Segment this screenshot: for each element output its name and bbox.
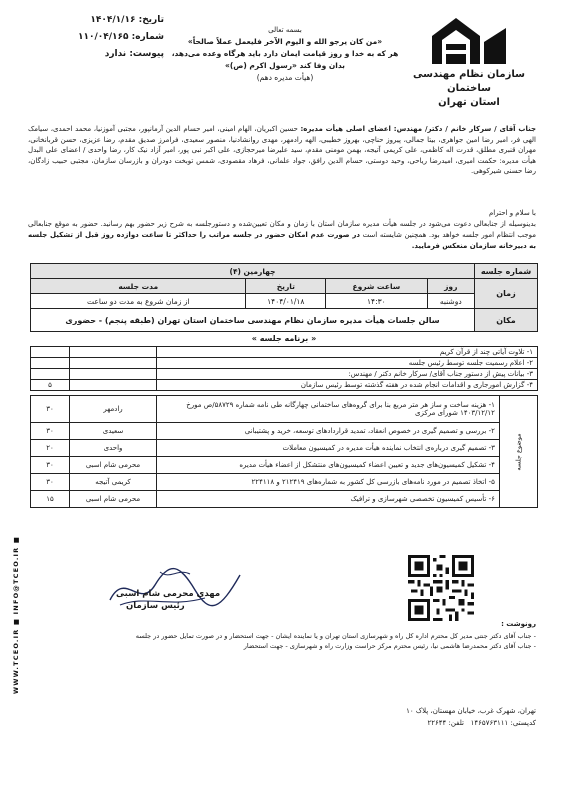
agenda-text: ۵- اتخاذ تصمیم در مورد نامه‌های بازرسی کل کشور به شماره‌های ۲۱۲۴۱۹ و ۲۲۴۱۱۸ bbox=[157, 474, 500, 491]
header-center bbox=[170, 24, 400, 84]
agenda-presenter: رادمهر bbox=[70, 396, 157, 423]
signatory-role: رئیس سازمان bbox=[126, 601, 185, 611]
board-term: (هیأت مدیره دهم) bbox=[256, 73, 314, 82]
agenda-presenter: سعیدی bbox=[70, 423, 157, 440]
bismillah: بسمه تعالی bbox=[268, 26, 302, 34]
agenda-text: ۶- تأسیس کمیسیون تخصصی شهرسازی و ترافیک bbox=[157, 491, 500, 508]
meeting-place-label: مکان bbox=[475, 309, 538, 332]
agenda-presenter: واحدی bbox=[70, 440, 157, 457]
agenda-text: ۳- تصمیم گیری درباره‌ی انتخاب نماینده هیأت مدیره در کمیسیون معاملات bbox=[157, 440, 500, 457]
date-value: ۱۴۰۴/۱/۱۶ bbox=[90, 15, 136, 25]
number-value: ۱۱۰/۰۴/۱۶۵ bbox=[77, 32, 129, 42]
attachment-value: ندارد bbox=[104, 49, 127, 59]
col-duration: مدت جلسه bbox=[31, 279, 246, 294]
agenda-presenter bbox=[70, 358, 157, 369]
agenda-row bbox=[31, 369, 538, 380]
agenda-row bbox=[31, 358, 538, 369]
meeting-day: دوشنبه bbox=[427, 294, 474, 309]
letter-meta bbox=[64, 12, 164, 63]
meeting-table bbox=[30, 263, 538, 332]
website-email-text: WWW.TCEO.IR ■ INFO@TCEO.IR ■ bbox=[12, 535, 20, 695]
intro bbox=[28, 219, 536, 252]
org-logo-icon bbox=[424, 14, 514, 66]
verse: «من کان یرجو الله و الیوم الآخر فلیعمل عملاً صالحاً» bbox=[187, 37, 383, 46]
website-sidebar bbox=[8, 520, 24, 710]
agenda-minutes: ۲۰ bbox=[31, 440, 70, 457]
agenda-presenter: محرمی شام اسبی bbox=[70, 457, 157, 474]
agenda-row bbox=[31, 347, 538, 358]
agenda-text: ۱- تلاوت آیاتی چند از قرآن کریم bbox=[157, 347, 538, 358]
agenda-row bbox=[31, 380, 538, 391]
meeting-time-label: زمان bbox=[475, 279, 538, 309]
col-day: روز bbox=[427, 279, 474, 294]
agenda-text: ۳- بیانات پیش از دستور جناب آقای/ سرکار خانم دکتر / مهندس: bbox=[157, 369, 538, 380]
agenda-row bbox=[31, 474, 538, 491]
number-label: شماره: bbox=[131, 32, 164, 42]
agenda-minutes bbox=[31, 369, 70, 380]
agenda-minutes bbox=[31, 347, 70, 358]
meeting-number-value: چهارمین (۴) bbox=[31, 264, 475, 279]
agenda-minutes: ۳۰ bbox=[31, 457, 70, 474]
agenda-row bbox=[31, 491, 538, 508]
cc-label: رونوشت : bbox=[501, 620, 536, 628]
agenda-row bbox=[31, 457, 538, 474]
agenda-text: ۴- تشکیل کمیسیون‌های جدید و تعیین اعضاء کمیسیون‌های منتشکل از اعضاء هیأت مدیره bbox=[157, 457, 500, 474]
agenda-presenter bbox=[70, 347, 157, 358]
footer-postal: کدپستی: ۱۴۶۵۷۶۳۱۱۱ bbox=[470, 719, 536, 727]
meeting-date: ۱۴۰۴/۰۱/۱۸ bbox=[246, 294, 326, 309]
agenda-presenter bbox=[70, 369, 157, 380]
col-start: ساعت شروع bbox=[326, 279, 427, 294]
agenda-presenter: محرمی شام اسبی bbox=[70, 491, 157, 508]
agenda-row bbox=[31, 396, 538, 423]
agenda-row bbox=[31, 423, 538, 440]
footer bbox=[236, 705, 536, 729]
footer-phone: تلفن: ۲۲۶۴۴ bbox=[427, 719, 464, 727]
cc-line: - جناب آقای دکتر جنتی مدیر کل محترم اداره کل راه و شهرسازی استان تهران و یا نماینده ایشان - جهت استحضار و در صورت تمایل حضور در جلسه bbox=[135, 632, 536, 640]
meeting-start: ۱۴:۳۰ bbox=[326, 294, 427, 309]
col-date: تاریخ bbox=[246, 279, 326, 294]
agenda-minutes bbox=[31, 358, 70, 369]
agenda-minutes: ۳۰ bbox=[31, 474, 70, 491]
addressee-title: جناب آقای / سرکار خانم / دکتر/ مهندس: اعضای اصلی هیأت مدیره: bbox=[300, 125, 536, 133]
qr-code-icon bbox=[408, 555, 474, 621]
agenda-side-label: موضوع جلسه bbox=[499, 396, 537, 508]
agenda-minutes: ۱۵ bbox=[31, 491, 70, 508]
intro-text: بدینوسیله از جنابعالی دعوت می‌شود در جلسه هیأت مدیره سازمان استان با زمان و مکان تعیین‌شده و دستورجلسه به شرح زیر حضور بهم رسانید. حضور به موقع جنابعالی موجب انتظام امور جلسه خواهد بود. همچنین شایسته است bbox=[28, 220, 536, 239]
meeting-place: سالن جلسات هیأت مدیره سازمان نظام مهندسی ساختمان استان تهران (طبقه پنجم) - حضوری bbox=[31, 309, 475, 332]
agenda-text: ۲- بررسی و تصمیم گیری در خصوص انعقاد، تمدید قراردادهای توسعه، خرید و پشتیبانی bbox=[157, 423, 500, 440]
addressee-names: حسین اکبریان، الهام امینی، امیر حسام الدین آرمانپور، مجتبی آموزنیا، محمد احمدی، سیامک الهی فر، امیر رضا امین جواهری، بیتا جمالی، پیروز حناچی، بهروز خطیبی، الهه رادمهر، مهدی روانشادنیا، منصور سعیدی، فرامرز صدیق مقدم، رضا عزیزی، حسن قربانخانی، مهران قنبری مطلق، قدرت اله کاظمی، علی کریمی آتیجه، بهمن مومنی مقدم، سید علیرضا میرحجازی، علی اکبر نبی پور، امیر آزاد نیک کار، رضا واحدی / اعضای علی البدل هیأت مدیره: حکمت امیری، امیدرضا ریاحی، وحید دوستی، حسام الدین رافق، جواد علمانی، فرهاد مقصودی، شمس توبخت دودران و بازرسان سازمان، مجتبی حبیب زادگان، رضا حسنی شیرکوهی. bbox=[28, 125, 536, 175]
cc-list bbox=[66, 631, 536, 651]
signatory-name: مهدی محرمی شام اسبی bbox=[116, 589, 221, 599]
meeting-duration: از زمان شروع به مدت دو ساعت bbox=[31, 294, 246, 309]
agenda-table bbox=[30, 346, 538, 508]
footer-address: تهران، شهرک غرب، خیابان مهستان، پلاک ۱۰ bbox=[406, 707, 536, 715]
header-line3: هر که به خدا و روز قیامت ایمان دارد باید هرگاه وعده می‌دهد، bbox=[171, 49, 399, 58]
attachment-label: پیوست: bbox=[129, 49, 164, 59]
agenda-presenter bbox=[70, 380, 157, 391]
agenda-text: ۴- گزارش امورجاری و اقدامات انجام شده در هفته گذشته توسط رئیس سازمان bbox=[157, 380, 538, 391]
meeting-number-label: شماره جلسه bbox=[475, 264, 538, 279]
org-block bbox=[394, 14, 544, 108]
intro-bold: در صورت عدم امکان حضور در جلسه مراتب را حداکثر تا ساعت دوازده روز قبل از تشکیل جلسه به دبیرخانه سازمان منعکس فرمایید. bbox=[28, 231, 536, 250]
program-title: « برنامه جلسه » bbox=[251, 334, 317, 343]
org-name: سازمان نظام مهندسی ساختمان استان تهران bbox=[413, 69, 525, 108]
header-line4: بدان وفا کند «رسول اکرم (ص)» bbox=[225, 61, 345, 70]
agenda-text: ۲- اعلام رسمیت جلسه توسط رئیس جلسه bbox=[157, 358, 538, 369]
agenda-text: ۱- هزینه ساخت و ساز هر متر مربع بنا برای گروه‌های ساختمانی چهارگانه طی نامه شماره ۵۸۷۲۹/ص مورخ ۱۴۰۳/۱۲/۱۲ شورای مرکزی bbox=[157, 396, 500, 423]
cc-line: - جناب آقای دکتر محمدرضا هاشمی نیا، رئیس محترم مرکز حراست وزارت راه و شهرسازی - جهت استحضار bbox=[243, 642, 536, 650]
agenda-row bbox=[31, 440, 538, 457]
agenda-minutes: ۵ bbox=[31, 380, 70, 391]
agenda-presenter: کریمی آتیجه bbox=[70, 474, 157, 491]
addressee bbox=[28, 124, 536, 177]
date-label: تاریخ: bbox=[138, 15, 164, 25]
agenda-minutes: ۳۰ bbox=[31, 396, 70, 423]
greeting: با سلام و احترام bbox=[488, 209, 536, 217]
agenda-minutes: ۳۰ bbox=[31, 423, 70, 440]
